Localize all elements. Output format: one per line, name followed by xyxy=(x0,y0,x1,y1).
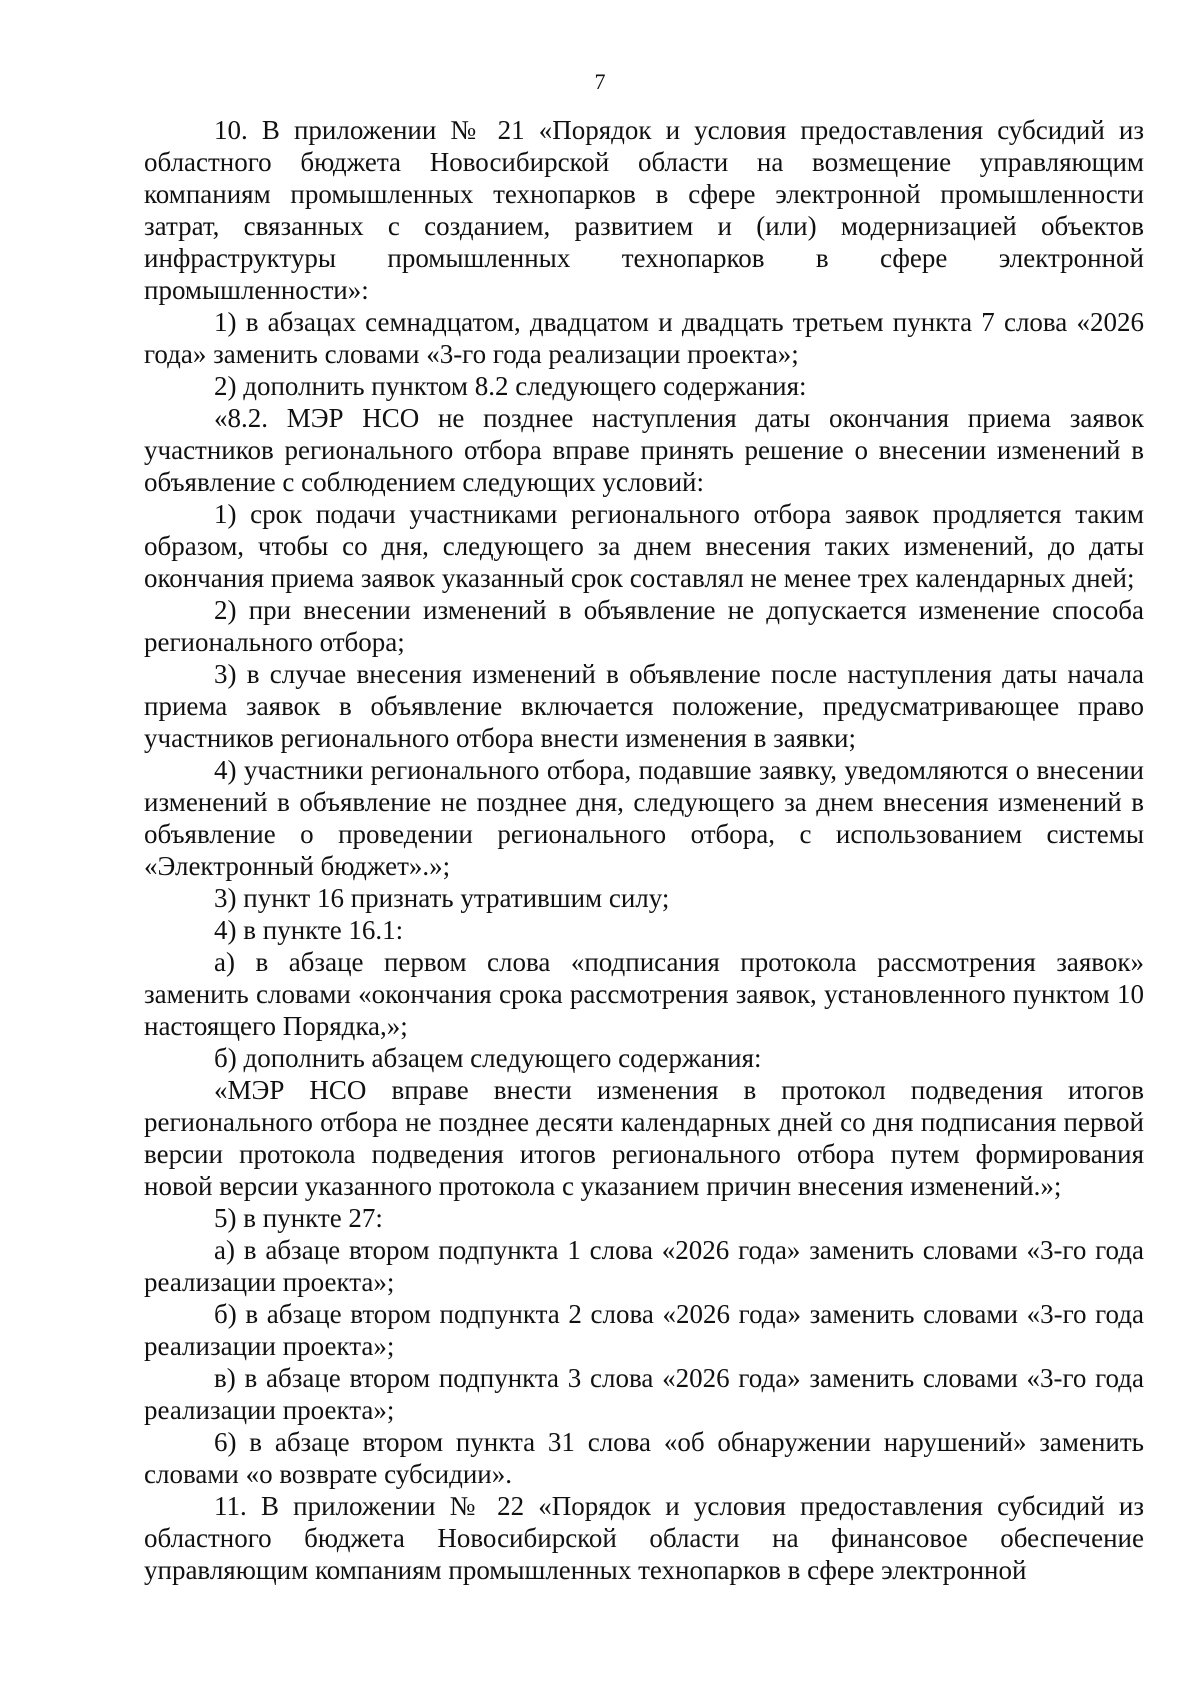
paragraph-subitem-6: 6) в абзаце втором пункта 31 слова «об обнаружении нарушений» заменить словами «о возврате субсидии». xyxy=(144,1427,1144,1489)
paragraph-subitem-4a: а) в абзаце первом слова «подписания протокола рассмотрения заявок» заменить словами «окончания срока рассмотрения заявок, установленного пунктом 10 настоящего Порядка,»; xyxy=(144,947,1144,1041)
paragraph-item-11-intro: 11. В приложении № 22 «Порядок и условия предоставления субсидий из областного бюджета Новосибирской области на финансовое обеспечение управляющим компаниям промышленных технопарков в сфере электронной xyxy=(144,1491,1144,1585)
paragraph-item-10-intro: 10. В приложении № 21 «Порядок и условия предоставления субсидий из областного бюджета Новосибирской области на возмещение управляющим компаниям промышленных технопарков в сфере электронной промышленности затрат, связанных с созданием, развитием и (или) модернизацией объектов инфраструктуры промышленных технопарков в сфере электронной промышленности»: xyxy=(144,115,1144,305)
paragraph-subitem-5b: б) в абзаце втором подпункта 2 слова «2026 года» заменить словами «3-го года реализации проекта»; xyxy=(144,1299,1144,1361)
paragraph-subitem-4b: б) дополнить абзацем следующего содержания: xyxy=(214,1043,762,1073)
paragraph-quoted-protocol: «МЭР НСО вправе внести изменения в протокол подведения итогов регионального отбора не позднее десяти календарных дней со дня подписания первой версии протокола подведения итогов регионального отбора путем формирования новой версии указанного протокола с указанием причин внесения изменений.»; xyxy=(144,1075,1144,1201)
document-body xyxy=(144,114,1144,1586)
paragraph-subitem-5c: в) в абзаце втором подпункта 3 слова «2026 года» заменить словами «3-го года реализации проекта»; xyxy=(144,1363,1144,1425)
paragraph-condition-2: 2) при внесении изменений в объявление не допускается изменение способа регионального отбора; xyxy=(144,595,1144,657)
paragraph-condition-3: 3) в случае внесения изменений в объявление после наступления даты начала приема заявок в объявление включается положение, предусматривающее право участников регионального отбора внести изменения в заявки; xyxy=(144,659,1144,753)
paragraph-clause-8-2: «8.2. МЭР НСО не позднее наступления даты окончания приема заявок участников регионального отбора вправе принять решение о внесении изменений в объявление с соблюдением следующих условий: xyxy=(144,403,1144,497)
paragraph-subitem-3: 3) пункт 16 признать утратившим силу; xyxy=(214,883,670,913)
paragraph-subitem-5a: а) в абзаце втором подпункта 1 слова «2026 года» заменить словами «3-го года реализации проекта»; xyxy=(144,1235,1144,1297)
page-number: 7 xyxy=(594,69,606,94)
paragraph-subitem-2: 2) дополнить пунктом 8.2 следующего содержания: xyxy=(214,371,807,401)
paragraph-subitem-4: 4) в пункте 16.1: xyxy=(214,915,404,945)
paragraph-subitem-5: 5) в пункте 27: xyxy=(214,1203,383,1233)
paragraph-condition-1: 1) срок подачи участниками регионального отбора заявок продляется таким образом, чтобы со дня, следующего за днем внесения таких изменений, до даты окончания приема заявок указанный срок составлял не менее трех календарных дней; xyxy=(144,499,1144,593)
paragraph-condition-4: 4) участники регионального отбора, подавшие заявку, уведомляются о внесении изменений в объявление не позднее дня, следующего за днем внесения изменений в объявление о проведении регионального отбора, с использованием системы «Электронный бюджет».»; xyxy=(144,755,1144,881)
paragraph-subitem-1: 1) в абзацах семнадцатом, двадцатом и двадцать третьем пункта 7 слова «2026 года» заменить словами «3-го года реализации проекта»; xyxy=(144,307,1144,369)
